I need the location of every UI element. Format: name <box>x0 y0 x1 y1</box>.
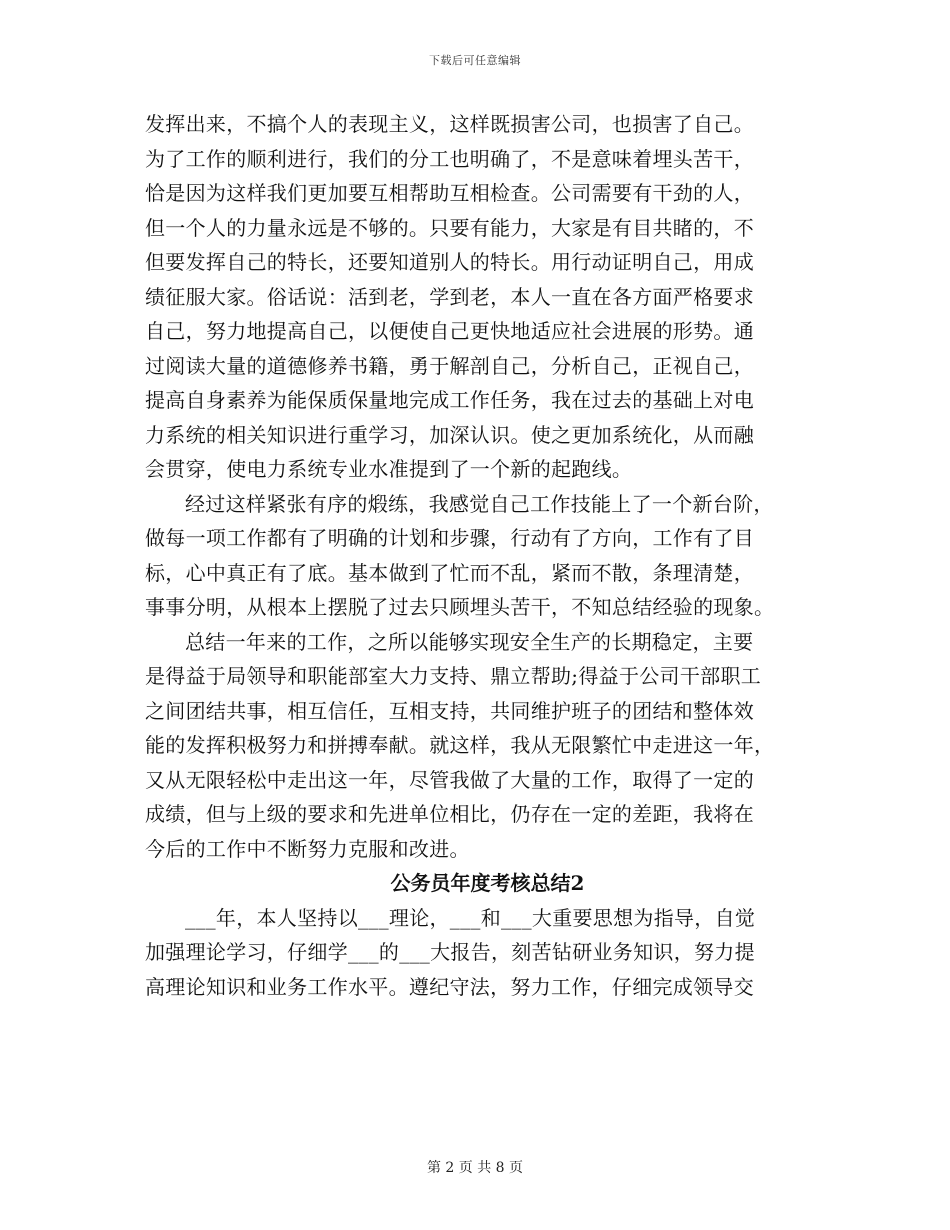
text-line: 经过这样紧张有序的煅练，我感觉自己工作技能上了一个新台阶， <box>185 491 774 516</box>
section-title: 公务员年度考核总结2 <box>390 871 585 895</box>
text-line: 总结一年来的工作，之所以能够实现安全生产的长期稳定，主要 <box>185 629 754 654</box>
text-line: 之间团结共事，相互信任，互相支持，共同维护班子的团结和整体效 <box>145 698 754 723</box>
text-line: 但一个人的力量永远是不够的。只要有能力，大家是有目共睹的，不 <box>145 215 754 240</box>
text-line: 但要发挥自己的特长，还要知道别人的特长。用行动证明自己，用成 <box>145 250 754 274</box>
text-line: 做每一项工作都有了明确的计划和步骤，行动有了方向，工作有了目 <box>145 526 754 550</box>
paragraph-1 <box>145 107 800 487</box>
text-line: 能的发挥积极努力和拼搏奉献。就这样，我从无限繁忙中走进这一年， <box>145 733 775 757</box>
text-line: 自己，努力地提高自己，以便使自己更快地适应社会进展的形势。通 <box>145 319 754 343</box>
text-line: 绩征服大家。俗话说：活到老，学到老，本人一直在各方面严格要求 <box>145 284 754 309</box>
text-line: 恰是因为这样我们更加要互相帮助互相检查。公司需要有干劲的人， <box>145 181 754 205</box>
text-line: 又从无限轻松中走出这一年，尽管我做了大量的工作，取得了一定的 <box>145 767 754 792</box>
paragraph-3 <box>145 625 800 867</box>
text-line: 发挥出来，不搞个人的表现主义，这样既损害公司，也损害了自己。 <box>145 112 754 136</box>
text-line: 过阅读大量的道德修养书籍，勇于解剖自己，分析自己，正视自己， <box>145 353 754 378</box>
page-header: 下载后可任意编辑 <box>429 54 521 67</box>
page-number: 第 2 页 共 8 页 <box>426 1160 524 1176</box>
section-paragraph <box>145 901 800 1005</box>
text-line: 为了工作的顺利进行，我们的分工也明确了，不是意味着埋头苦干， <box>145 146 754 171</box>
document-body <box>145 107 800 1004</box>
text-line: 是得益于局领导和职能部室大力支持、鼎立帮助;得益于公司干部职工 <box>145 664 762 688</box>
text-line: 力系统的相关知识进行重学习，加深认识。使之更加系统化，从而融 <box>145 422 754 447</box>
paragraph-2 <box>145 487 800 625</box>
text-line: 提高自身素养为能保质保量地完成工作任务，我在过去的基础上对电 <box>145 388 754 412</box>
text-line: 标，心中真正有了底。基本做到了忙而不乱，紧而不散，条理清楚， <box>145 560 754 585</box>
text-line: 成绩，但与上级的要求和先进单位相比，仍存在一定的差距，我将在 <box>145 802 754 826</box>
text-line: 高理论知识和业务工作水平。遵纪守法，努力工作，仔细完成领导交 <box>145 974 754 999</box>
text-line: 事事分明，从根本上摆脱了过去只顾埋头苦干，不知总结经验的现象。 <box>145 595 775 619</box>
text-line: 会贯穿，使电力系统专业水准提到了一个新的起跑线。 <box>145 457 633 481</box>
text-line: 加强理论学习，仔细学___的___大报告，刻苦钻研业务知识，努力提 <box>145 940 755 964</box>
text-line: 今后的工作中不断努力克服和改进。 <box>145 836 470 861</box>
text-line: ___年，本人坚持以___理论，___和___大重要思想为指导，自觉 <box>185 905 756 930</box>
